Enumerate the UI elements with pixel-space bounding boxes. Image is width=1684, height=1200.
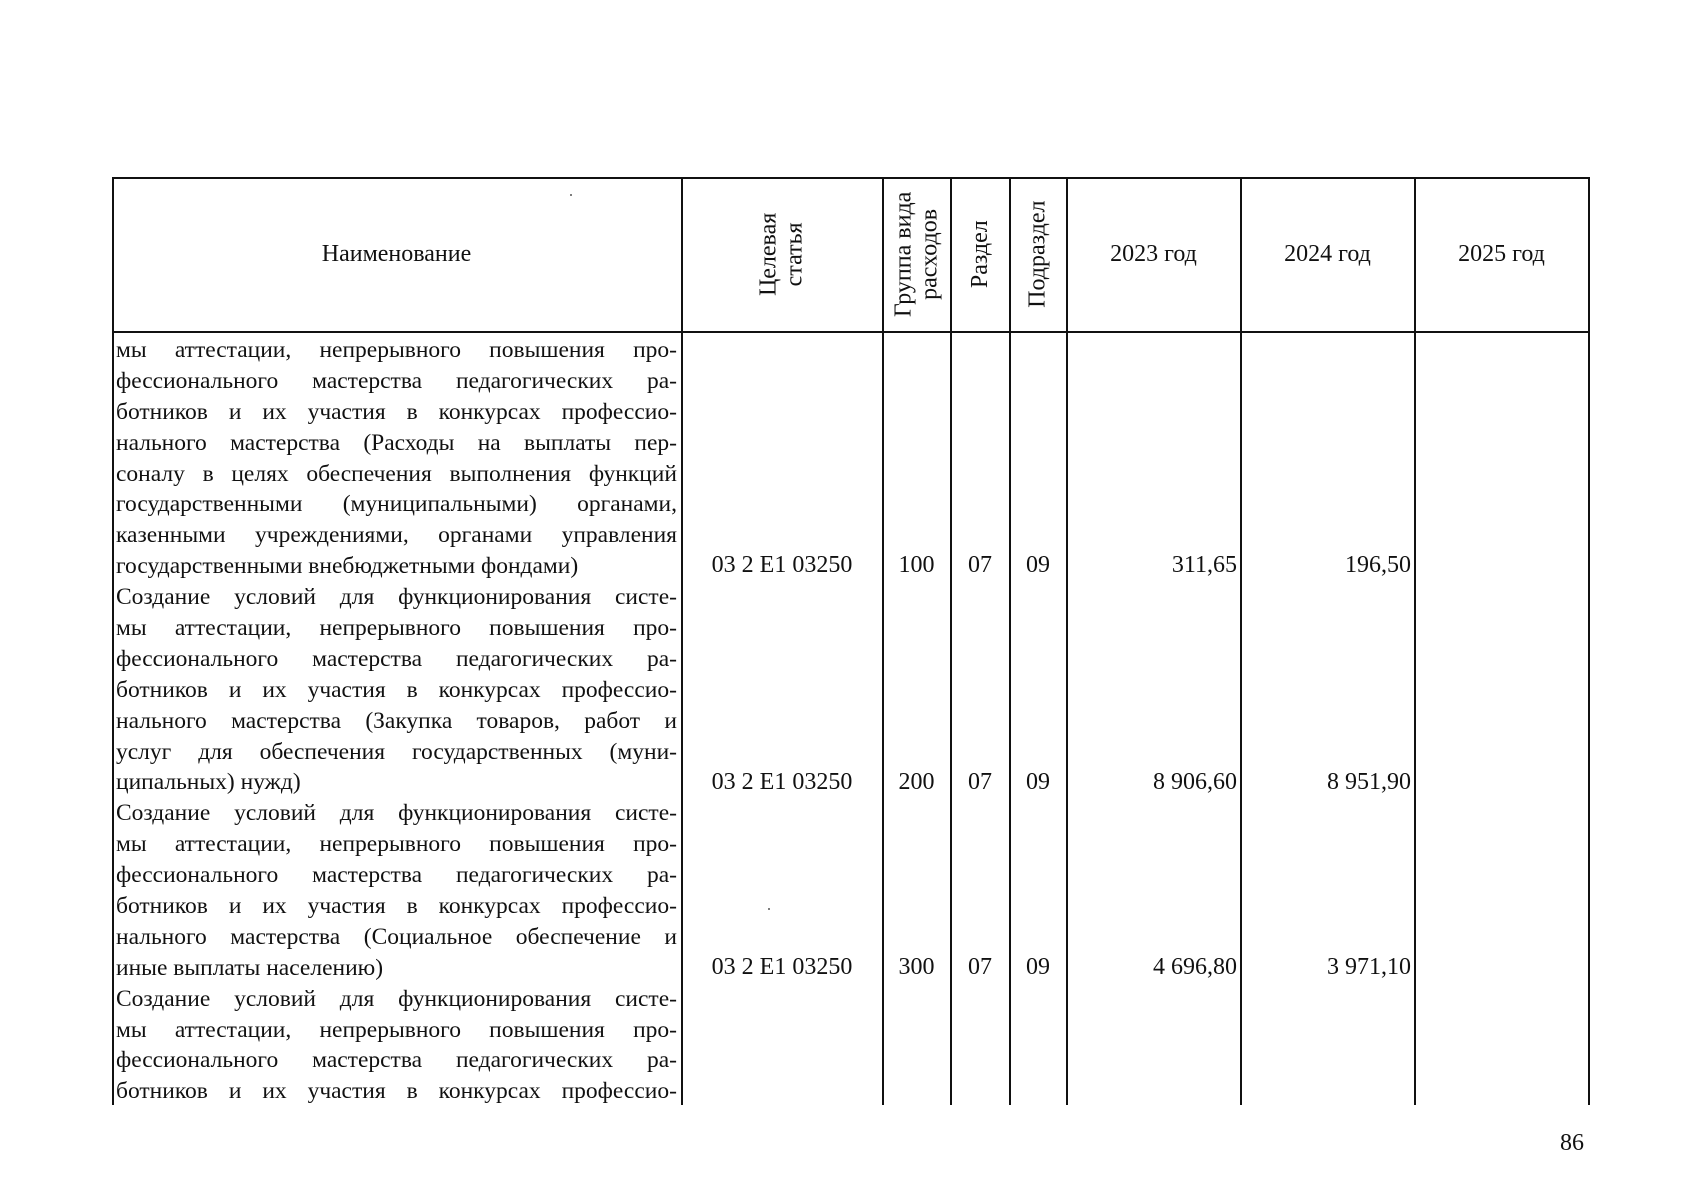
name-line: соналу в целях обеспечения выполнения функций	[116, 460, 677, 487]
row1-subsection: 09	[1026, 552, 1050, 578]
header-section	[951, 177, 1009, 331]
name-line: мы аттестации, непрерывного повышения про-	[116, 615, 677, 642]
row3-2023: 4 696,80	[1153, 954, 1237, 980]
name-line: ципальных) нужд)	[116, 769, 301, 796]
row3-subsection: 09	[1026, 954, 1050, 980]
header-subsection	[1010, 177, 1066, 331]
name-line: нального мастерства (Расходы на выплаты пер-	[116, 429, 677, 456]
name-line: мы аттестации, непрерывного повышения про-	[116, 337, 677, 363]
name-line: ботников и их участия в конкурсах профессио-	[116, 1078, 677, 1105]
header-2024-label: 2024 год	[1284, 240, 1371, 267]
header-bottom-border	[112, 331, 1590, 333]
row2-target: 03 2 Е1 03250	[711, 769, 853, 795]
header-target-line2: статья	[781, 222, 808, 286]
name-line: фессионального мастерства педагогических ра-	[116, 862, 677, 889]
name-line: ботников и их участия в конкурсах профессио-	[116, 676, 677, 703]
header-section-label: Раздел	[966, 220, 993, 288]
row1-section: 07	[968, 552, 992, 578]
header-2024	[1241, 177, 1414, 331]
name-line: услуг для обеспечения государственных (муни-	[116, 738, 677, 765]
name-line: фессионального мастерства педагогических ра-	[116, 645, 677, 672]
header-group-line2: расходов	[916, 208, 943, 300]
header-group	[883, 177, 950, 331]
header-2025	[1415, 177, 1588, 331]
name-line: Создание условий для функционирования систе-	[116, 800, 677, 827]
name-line: Создание условий для функционирования систе-	[116, 584, 677, 611]
name-line: нального мастерства (Закупка товаров, работ и	[116, 707, 677, 734]
header-name	[112, 177, 681, 331]
row3-section: 07	[968, 954, 992, 980]
header-subsection-label: Подраздел	[1024, 200, 1051, 308]
row3-2024: 3 971,10	[1327, 954, 1411, 980]
row1-group: 100	[898, 552, 935, 578]
name-line: государственными внебюджетными фондами)	[116, 553, 579, 580]
row2-2023: 8 906,60	[1153, 769, 1237, 795]
header-target-line1: Целевая	[755, 212, 782, 296]
page-number: 86	[1560, 1130, 1584, 1156]
header-target	[682, 177, 882, 331]
col-border-right	[1588, 177, 1590, 1105]
name-line: мы аттестации, непрерывного повышения про-	[116, 831, 677, 858]
name-line: ботников и их участия в конкурсах профессио-	[116, 893, 677, 920]
name-line: казенными учреждениями, органами управления	[116, 522, 677, 549]
row3-target: 03 2 Е1 03250	[711, 954, 853, 980]
row2-section: 07	[968, 769, 992, 795]
name-line: иные выплаты населению)	[116, 954, 384, 981]
row2-subsection: 09	[1026, 769, 1050, 795]
row1-2024: 196,50	[1345, 552, 1411, 578]
row3-group: 300	[898, 954, 935, 980]
budget-table	[112, 177, 1590, 1105]
row2-2024: 8 951,90	[1327, 769, 1411, 795]
header-2025-label: 2025 год	[1458, 240, 1545, 267]
header-name-label: Наименование	[321, 240, 472, 267]
row2-group: 200	[898, 769, 935, 795]
name-line: мы аттестации, непрерывного повышения про-	[116, 1016, 677, 1043]
header-2023	[1067, 177, 1240, 331]
name-line: фессионального мастерства педагогических ра-	[116, 367, 677, 394]
name-line: ботников и их участия в конкурсах профессио-	[116, 398, 677, 425]
name-line: Создание условий для функционирования систе-	[116, 985, 677, 1012]
header-2023-label: 2023 год	[1110, 240, 1197, 267]
name-column-text	[116, 335, 677, 1105]
name-line: фессионального мастерства педагогических ра-	[116, 1047, 677, 1074]
name-line: государственными (муниципальными) органами,	[116, 491, 677, 518]
name-line: нального мастерства (Социальное обеспечение и	[116, 923, 677, 950]
header-group-line1: Группа вида	[890, 191, 917, 317]
row1-target: 03 2 Е1 03250	[711, 552, 853, 578]
row1-2023: 311,65	[1171, 552, 1237, 578]
